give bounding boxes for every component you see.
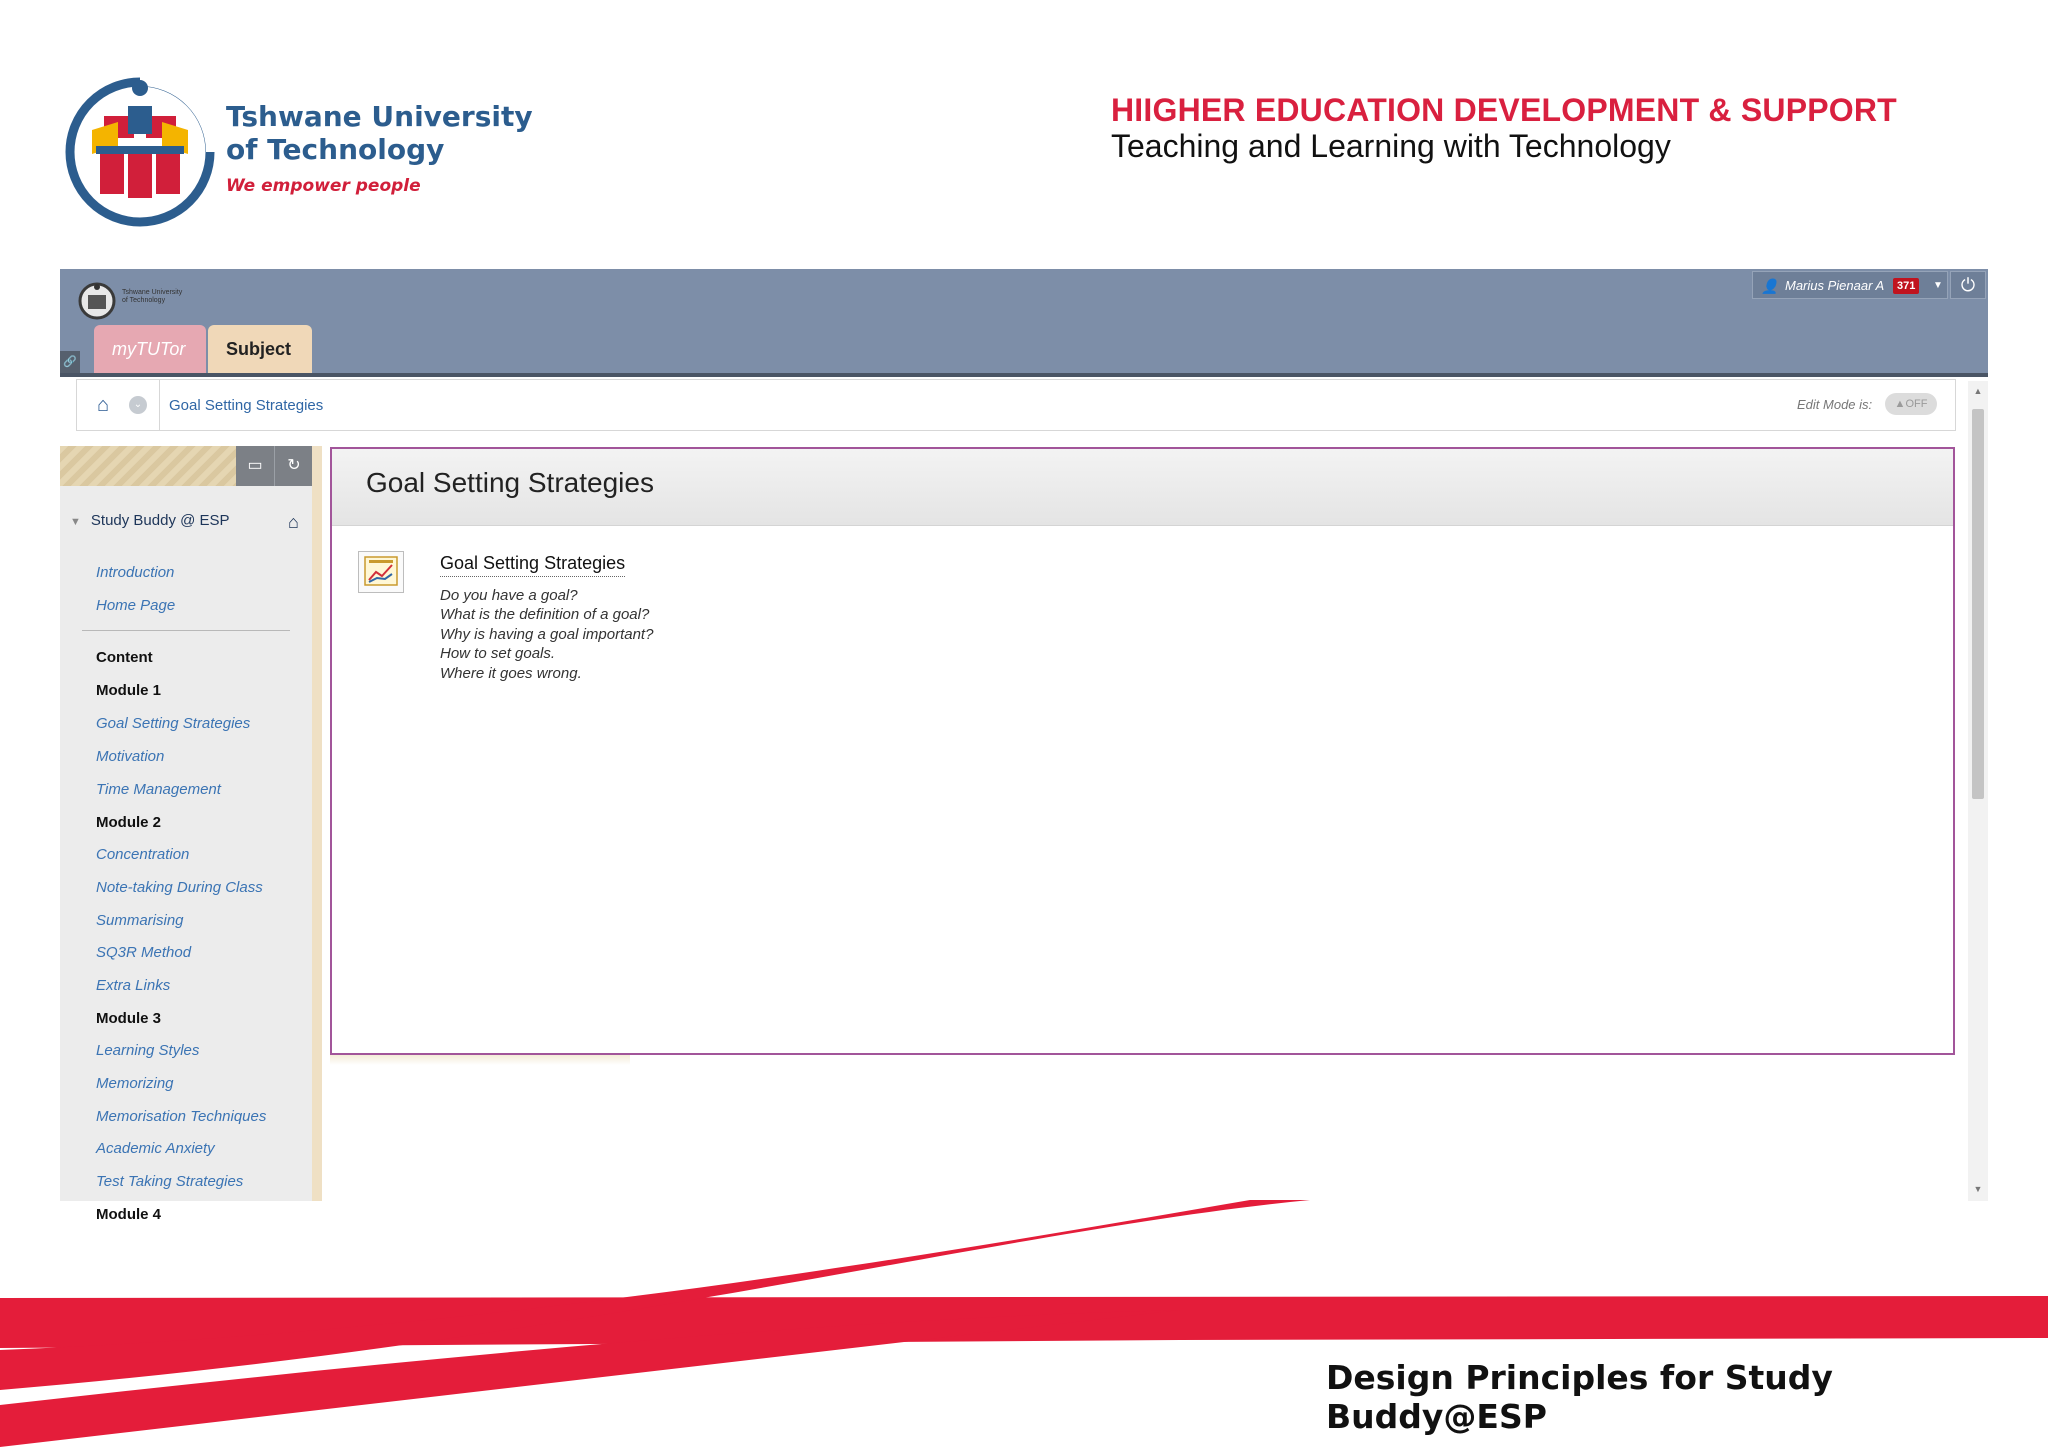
slide-header-subtitle: Teaching and Learning with Technology bbox=[1111, 128, 1671, 164]
menu-item-motivation[interactable]: Motivation bbox=[96, 748, 165, 765]
menu-header-module-3[interactable]: Module 3 bbox=[96, 1010, 162, 1027]
content-item-description-line: What is the definition of a goal? bbox=[440, 606, 650, 623]
breadcrumb-chevron-icon[interactable]: ⌄ bbox=[129, 396, 147, 414]
mini-logo-text: Tshwane University of Technology bbox=[122, 289, 183, 304]
menu-item-goal-setting[interactable]: Goal Setting Strategies bbox=[96, 715, 251, 732]
menu-item-extra-links[interactable]: Extra Links bbox=[96, 977, 171, 994]
course-menu-toolbar bbox=[60, 446, 312, 486]
footer-title: Design Principles for Study Buddy@ESP bbox=[1326, 1358, 1833, 1436]
menu-item-test-taking[interactable]: Test Taking Strategies bbox=[96, 1173, 244, 1190]
university-name-line1: Tshwane University bbox=[226, 100, 533, 133]
menu-item-memorizing[interactable]: Memorizing bbox=[96, 1075, 174, 1092]
menu-item-memorisation-techniques[interactable]: Memorisation Techniques bbox=[96, 1108, 267, 1125]
content-panel bbox=[330, 447, 1955, 1055]
page-scrollbar[interactable] bbox=[1968, 381, 1988, 1201]
menu-item-home-page[interactable]: Home Page bbox=[96, 597, 176, 614]
university-tagline: We empower people bbox=[226, 176, 421, 196]
content-item-description-line: Where it goes wrong. bbox=[440, 665, 582, 682]
menu-item-introduction[interactable]: Introduction bbox=[96, 564, 175, 581]
scroll-thumb[interactable] bbox=[1972, 409, 1984, 799]
notification-badge[interactable]: 371 bbox=[1893, 278, 1919, 294]
link-icon[interactable]: 🔗 bbox=[60, 351, 80, 373]
menu-header-module-2[interactable]: Module 2 bbox=[96, 814, 162, 831]
menu-item-sq3r[interactable]: SQ3R Method bbox=[96, 944, 192, 961]
top-navigation-bar bbox=[60, 269, 1988, 377]
refresh-icon[interactable]: ↻ bbox=[274, 446, 313, 486]
menu-item-learning-styles[interactable]: Learning Styles bbox=[96, 1042, 200, 1059]
mini-university-logo[interactable] bbox=[76, 279, 226, 323]
breadcrumb-divider bbox=[159, 380, 160, 430]
breadcrumb bbox=[76, 379, 1956, 431]
display-window-icon[interactable]: ▭ bbox=[236, 446, 274, 486]
edit-mode-toggle[interactable]: ▲OFF bbox=[1885, 393, 1937, 415]
tab-subject[interactable]: Subject bbox=[208, 325, 312, 373]
panel-shadow bbox=[330, 1055, 630, 1065]
content-item-title[interactable]: Goal Setting Strategies bbox=[440, 553, 625, 577]
content-item-chart-icon bbox=[358, 551, 404, 593]
menu-item-concentration[interactable]: Concentration bbox=[96, 846, 190, 863]
university-name-line2: of Technology bbox=[226, 133, 445, 166]
menu-item-time-management[interactable]: Time Management bbox=[96, 781, 221, 798]
logout-power-icon[interactable]: ⏻ bbox=[1950, 271, 1986, 299]
menu-item-note-taking[interactable]: Note-taking During Class bbox=[96, 879, 263, 896]
edit-mode-state: OFF bbox=[1905, 398, 1928, 410]
scroll-down-icon[interactable]: ▼ bbox=[1973, 1184, 1983, 1194]
collapse-triangle-icon[interactable]: ▼ bbox=[70, 516, 81, 528]
menu-edge bbox=[312, 446, 322, 1201]
content-item-description-line: Why is having a goal important? bbox=[440, 626, 654, 643]
course-home-icon[interactable]: ⌂ bbox=[288, 512, 299, 532]
chevron-down-icon[interactable]: ▼ bbox=[1933, 280, 1943, 291]
user-menu[interactable] bbox=[1752, 271, 1948, 299]
menu-header-module-1[interactable]: Module 1 bbox=[96, 682, 162, 699]
menu-header-content[interactable]: Content bbox=[96, 649, 153, 666]
slide-header-title: HIIGHER EDUCATION DEVELOPMENT & SUPPORT bbox=[1111, 92, 1897, 128]
menu-item-academic-anxiety[interactable]: Academic Anxiety bbox=[96, 1140, 215, 1157]
content-panel-header bbox=[332, 449, 1953, 526]
tab-mytutor[interactable]: myTUTor bbox=[94, 325, 206, 373]
content-item-description-line: Do you have a goal? bbox=[440, 587, 578, 604]
user-icon: 👤 bbox=[1761, 278, 1779, 294]
course-menu bbox=[60, 446, 322, 1223]
menu-header-module-4[interactable]: Module 4 bbox=[96, 1206, 162, 1223]
breadcrumb-current[interactable]: Goal Setting Strategies bbox=[169, 397, 324, 414]
scroll-up-icon[interactable]: ▲ bbox=[1973, 386, 1983, 396]
menu-divider bbox=[82, 630, 290, 631]
course-title[interactable]: ▼ Study Buddy @ ESP bbox=[70, 512, 230, 529]
page-title: Goal Setting Strategies bbox=[366, 467, 654, 498]
menu-item-summarising[interactable]: Summarising bbox=[96, 912, 184, 929]
edit-mode-label: Edit Mode is: bbox=[1797, 397, 1873, 412]
user-name: Marius Pienaar A bbox=[1785, 278, 1885, 293]
university-logo bbox=[62, 74, 222, 214]
lms-screenshot bbox=[60, 269, 1988, 1223]
mini-logo-icon bbox=[76, 279, 118, 321]
university-name bbox=[226, 100, 533, 166]
content-item-description-line: How to set goals. bbox=[440, 645, 556, 662]
home-icon[interactable]: ⌂ bbox=[97, 394, 110, 416]
